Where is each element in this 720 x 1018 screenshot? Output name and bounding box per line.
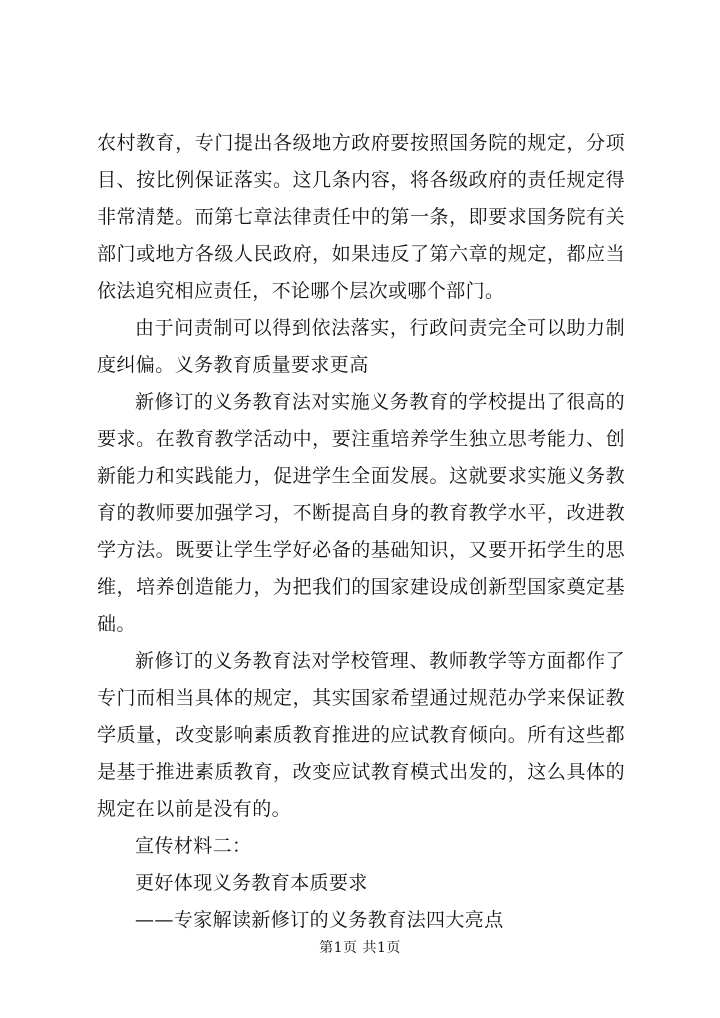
section-label: 宣传材料二： (135, 835, 252, 857)
document-body (97, 125, 625, 939)
paragraph-accountability: 由于问责制可以得到依法落实，行政问责完全可以助力制度纠偏。义务教育质量要求更高 (97, 317, 625, 376)
paragraph-school-management: 新修订的义务教育法对学校管理、教师教学等方面都作了专门而相当具体的规定，其实国家希望通过规范办学来保证教学质量，改变影响素质教育推进的应试教育倾向。所有这些都是基于推进素质教育，改变应试教育模式出发的，这么具体的规定在以前是没有的。 (97, 650, 625, 820)
paragraph-continued: 农村教育，专门提出各级地方政府要按照国务院的规定，分项目、按比例保证落实。这几条内容，将各级政府的责任规定得非常清楚。而第七章法律责任中的第一条，即要求国务院有关部门或地方各级人民政府，如果违反了第六章的规定，都应当依法追究相应责任，不论哪个层次或哪个部门。 (97, 132, 625, 302)
article-subtitle: ——专家解读新修订的义务教育法四大亮点 (135, 909, 504, 931)
page-footer: 第1页 共1页 (319, 940, 401, 956)
paragraph-quality-requirements: 新修订的义务教育法对实施义务教育的学校提出了很高的要求。在教育教学活动中，要注重培养学生独立思考能力、创新能力和实践能力，促进学生全面发展。这就要求实施义务教育的教师要加强学习，不断提高自身的教育教学水平，改进教学方法。既要让学生学好必备的基础知识，又要开拓学生的思维，培养创造能力，为把我们的国家建设成创新型国家奠定基础。 (97, 391, 625, 635)
article-title: 更好体现义务教育本质要求 (135, 872, 368, 894)
